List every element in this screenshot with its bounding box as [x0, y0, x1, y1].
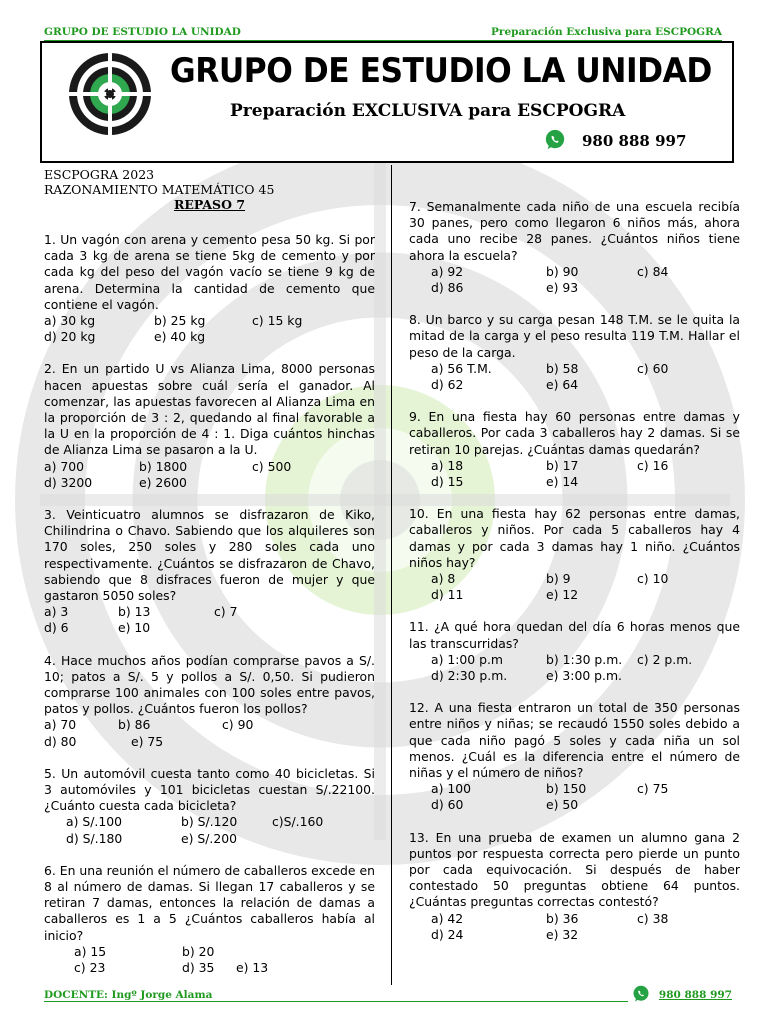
answer-option: c) 23	[74, 959, 106, 975]
question-item	[409, 199, 740, 296]
answer-options-row	[409, 587, 740, 603]
question-item	[44, 232, 375, 345]
question-text: 9. En una fiesta hay 60 personas entre damas y caballeros. Por cada 3 caballeros hay 2 damas. Si se retiran 10 parejas. ¿Cuántas damas quedarán?	[409, 409, 740, 457]
answer-options-row	[409, 361, 740, 377]
answer-options-row	[409, 571, 740, 587]
doc-course-name: RAZONAMIENTO MATEMÁTICO 45	[44, 182, 275, 197]
answer-options-row	[44, 475, 375, 491]
left-column	[44, 167, 375, 976]
answer-options-row	[44, 814, 375, 830]
answer-option: b) 20	[182, 943, 215, 959]
question-text: 6. En una reunión el número de caballeros excede en 8 al número de damas. Si llegan 17 caballeros y se retiran 7 damas, entonces la relación de damas a caballeros es 1 a 5 ¿Cuántos caballeros había al inicio?	[44, 862, 375, 943]
question-item	[409, 619, 740, 684]
answer-options-row	[44, 944, 375, 960]
question-item	[44, 766, 375, 847]
answer-option: e) 40 kg	[154, 329, 206, 345]
answer-option: a) 92	[431, 263, 464, 279]
answer-options-row	[409, 474, 740, 490]
header-title: GRUPO DE ESTUDIO LA UNIDAD	[170, 51, 712, 91]
answer-option: c) 7	[214, 604, 238, 620]
answer-option: d) 80	[44, 733, 77, 749]
answer-option: e) 2600	[139, 474, 187, 490]
question-text: 4. Hace muchos años podían comprarse pavos a S/. 10; patos a S/. 5 y pollos a S/. 0,50. Si pudieron comprarse 100 animales con 100 soles entre pavos, patos y pollos. ¿Cuántos fueron los pollos?	[44, 652, 375, 717]
whatsapp-icon	[544, 129, 566, 151]
answer-option: d) 62	[431, 376, 464, 392]
answer-option: e) 50	[546, 797, 579, 813]
answer-option: a) 8	[431, 570, 456, 586]
answer-option: a) 30 kg	[44, 313, 96, 329]
answer-option: b) 58	[546, 360, 579, 376]
answer-option: e) 93	[546, 280, 579, 295]
answer-option: d) 24	[431, 926, 464, 942]
question-text: 2. En un partido U vs Alianza Lima, 8000 personas hacen apuestas sobre cuál sería el ganador. Al comenzar, las apuestas favorecen al Alianza Lima en la proporción de 3 : 2, quedando al final favorable a la U en la proporción de 4 : 1. Diga cuántos hinchas de Alianza Lima se pasaron a la U.	[44, 361, 375, 458]
answer-option: e) 64	[546, 376, 579, 392]
answer-options-row	[44, 717, 375, 733]
answer-option: d) 35	[182, 959, 215, 975]
answer-option: a) 18	[431, 457, 464, 473]
answer-options-row	[409, 264, 740, 280]
answer-options-row	[44, 604, 375, 620]
answer-option: c) 90	[222, 717, 254, 733]
answer-option: b) 150	[546, 781, 587, 797]
column-divider	[391, 165, 392, 985]
answer-option: d) 11	[431, 587, 464, 603]
answer-options-row	[409, 927, 740, 943]
left-question-list	[44, 232, 375, 976]
answer-option: b) 36	[546, 910, 579, 926]
question-item	[409, 830, 740, 943]
answer-option: e) S/.200	[181, 830, 238, 846]
answer-options-row	[44, 620, 375, 636]
answer-option: b) 86	[118, 717, 151, 733]
answer-options-row	[409, 668, 740, 684]
answer-option: d) 15	[431, 473, 464, 489]
question-text: 5. Un automóvil cuesta tanto como 40 bicicletas. Si 3 automóviles y 101 bicicletas cuestan S/.22100. ¿Cuánto cuesta cada bicicleta?	[44, 765, 375, 814]
answer-options-row	[44, 329, 375, 345]
doc-exam-name: ESCPOGRA 2023	[44, 167, 155, 182]
answer-options-row	[409, 280, 740, 296]
question-text: 10. En una fiesta hay 62 personas entre damas, caballeros y niños. Por cada 5 caballeros hay 4 damas y por cada 3 damas hay 1 niño. ¿Cuántos niños hay?	[409, 506, 740, 570]
answer-option: b) S/.120	[181, 814, 238, 830]
header-banner	[40, 41, 734, 163]
answer-options-row	[44, 960, 375, 976]
answer-option: b) 1:30 p.m.	[546, 651, 623, 667]
answer-option: e) 10	[118, 620, 151, 636]
answer-option: b) 1800	[139, 458, 188, 474]
answer-option: a) 700	[44, 458, 85, 474]
answer-options-row	[44, 459, 375, 475]
answer-option: c) 10	[637, 570, 669, 586]
footer-teacher: DOCENTE: Ingº Jorge Alama	[44, 989, 213, 1001]
answer-option: d) 20 kg	[44, 329, 96, 345]
answer-options-row	[409, 652, 740, 668]
answer-options-row	[44, 734, 375, 750]
answer-option: d) 3200	[44, 474, 93, 490]
top-bar-left: GRUPO DE ESTUDIO LA UNIDAD	[44, 26, 241, 38]
footer-divider	[44, 1001, 628, 1002]
answer-option: c) 500	[252, 458, 292, 474]
header-subtitle: Preparación EXCLUSIVA para ESCPOGRA	[230, 101, 626, 121]
question-item	[44, 653, 375, 750]
answer-option: e) 14	[546, 473, 579, 489]
answer-option: a) 15	[74, 943, 107, 959]
answer-option: d) 60	[431, 797, 464, 813]
answer-option: d) 86	[431, 280, 464, 295]
answer-option: b) 13	[118, 604, 151, 620]
question-text: 3. Veinticuatro alumnos se disfrazaron de Kiko, Chilindrina o Chavo. Sabiendo que los alquileres son 170 soles, 250 soles y 280 soles cada uno respectivamente. ¿Cuántos se disfrazaron de Chavo, sabiendo que 8 disfraces fueron de mujer y que gastaron 5050 soles?	[44, 506, 375, 603]
answer-option: d) 2:30 p.m.	[431, 667, 508, 683]
answer-option: a) 3	[44, 604, 69, 620]
answer-options-row	[44, 313, 375, 329]
answer-option: e) 13	[236, 959, 269, 975]
answer-option: a) 70	[44, 717, 77, 733]
answer-options-row	[409, 458, 740, 474]
question-text: 13. En una prueba de examen un alumno gana 2 puntos por respuesta correcta pero pierde un punto por cada equivocación. Si después de haber contestado 50 preguntas obtiene 64 puntos. ¿Cuántas preguntas correctas contestó?	[409, 829, 740, 910]
right-column	[409, 167, 740, 943]
answer-option: c) 2 p.m.	[637, 651, 693, 667]
answer-option: e) 75	[131, 733, 164, 749]
answer-option: b) 25 kg	[154, 313, 206, 329]
answer-option: c)S/.160	[272, 814, 324, 830]
answer-option: b) 17	[546, 457, 579, 473]
answer-option: c) 15 kg	[252, 313, 303, 329]
whatsapp-icon	[632, 985, 650, 1003]
question-item	[44, 863, 375, 976]
top-bar-right: Preparación Exclusiva para ESCPOGRA	[491, 26, 722, 38]
target-logo-icon	[67, 51, 153, 137]
answer-options-row	[409, 911, 740, 927]
answer-option: c) 60	[637, 360, 669, 376]
answer-option: c) 84	[637, 263, 669, 279]
right-question-list	[409, 199, 740, 943]
footer-phone: 980 888 997	[658, 989, 732, 1001]
answer-option: d) S/.180	[66, 830, 123, 846]
question-item	[409, 506, 740, 603]
question-text: 12. A una fiesta entraron un total de 350 personas entre niños y niñas; se recaudó 1550 soles debido a que cada niño pagó 5 soles y cada niña un sol menos. ¿Cuál es la diferencia entre el número de niñas y el número de niños?	[409, 700, 740, 780]
answer-option: b) 9	[546, 570, 571, 586]
answer-option: c) 16	[637, 457, 669, 473]
question-text: 8. Un barco y su carga pesan 148 T.M. se le quita la mitad de la carga y el peso resulta 119 T.M. Hallar el peso de la carga.	[409, 312, 740, 360]
question-text: 1. Un vagón con arena y cemento pesa 50 kg. Si por cada 3 kg de arena se tiene 5kg de cemento y por cada kg del peso del vagón vacío se tiene 9 kg de arena. Determina la cantidad de cemento que contiene el vagón.	[44, 232, 375, 312]
answer-option: a) 42	[431, 910, 464, 926]
footer	[44, 985, 732, 1005]
question-item	[44, 361, 375, 491]
doc-section-title: REPASO 7	[173, 197, 246, 212]
question-text: 7. Semanalmente cada niño de una escuela recibía 30 panes, pero como llegaron 6 niños más, ahora cada uno recibe 28 panes. ¿Cuántos niños tiene ahora la escuela?	[409, 199, 740, 263]
question-item	[409, 700, 740, 813]
question-text: 11. ¿A qué hora quedan del día 6 horas menos que las transcurridas?	[409, 619, 740, 651]
answer-options-row	[409, 781, 740, 797]
answer-option: a) 56 T.M.	[431, 360, 492, 376]
answer-option: e) 3:00 p.m.	[546, 667, 622, 683]
answer-option: c) 38	[637, 910, 669, 926]
answer-option: a) 100	[431, 781, 472, 797]
question-item	[409, 312, 740, 393]
answer-option: a) S/.100	[66, 814, 122, 830]
answer-option: b) 90	[546, 263, 579, 279]
header-phone: 980 888 997	[582, 132, 687, 150]
answer-option: e) 32	[546, 926, 579, 942]
answer-options-row	[409, 377, 740, 393]
answer-options-row	[409, 797, 740, 813]
answer-option: d) 6	[44, 620, 69, 636]
question-item	[409, 409, 740, 490]
answer-option: c) 75	[637, 781, 669, 797]
answer-options-row	[44, 831, 375, 847]
answer-option: a) 1:00 p.m	[431, 651, 504, 667]
answer-option: e) 12	[546, 587, 579, 603]
question-item	[44, 507, 375, 637]
